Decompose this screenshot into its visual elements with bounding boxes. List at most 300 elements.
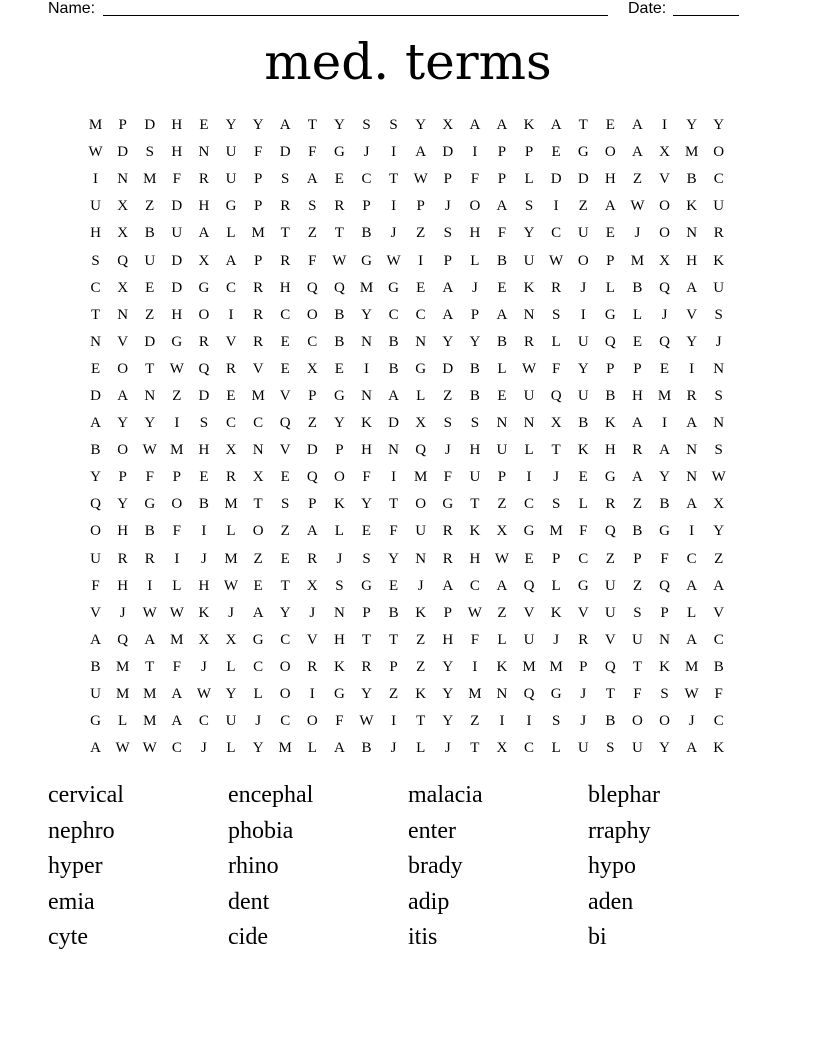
grid-letter: M [468, 686, 482, 703]
grid-letter: B [90, 658, 101, 675]
grid-letter: X [415, 415, 427, 432]
grid-letter: I [93, 171, 99, 188]
grid-letter: X [225, 442, 237, 459]
grid-letter: G [144, 496, 156, 513]
grid-letter: A [90, 740, 101, 757]
grid-letter: F [714, 686, 723, 703]
grid-letter: P [172, 469, 181, 486]
grid-letter: S [281, 171, 290, 188]
grid-letter: C [280, 713, 291, 730]
grid-letter: U [577, 740, 589, 757]
grid-letter: B [713, 658, 724, 675]
grid-letter: G [604, 306, 616, 323]
grid-letter: C [361, 171, 372, 188]
grid-letter: J [634, 225, 641, 242]
grid-letter: W [169, 604, 184, 621]
grid-letter: R [307, 658, 318, 675]
grid-letter: H [333, 631, 345, 648]
grid-letter: G [198, 279, 210, 296]
grid-letter: R [226, 469, 237, 486]
grid-letter: L [497, 631, 507, 648]
name-label: Name: [48, 0, 96, 17]
grid-letter: C [253, 415, 264, 432]
grid-letter: S [524, 198, 534, 215]
grid-letter: X [117, 225, 129, 242]
grid-letter: A [198, 225, 210, 242]
grid-letter: P [308, 387, 317, 404]
grid-letter: Q [604, 523, 616, 540]
grid-letter: Q [604, 333, 616, 350]
grid-letter: X [550, 415, 562, 432]
grid-letter: R [578, 631, 589, 648]
grid-letter: N [523, 415, 535, 432]
grid-letter: X [252, 469, 264, 486]
grid-letter: B [90, 442, 101, 459]
grid-letter: I [499, 713, 505, 730]
grid-letter: I [418, 252, 424, 269]
grid-letter: E [388, 577, 399, 594]
grid-letter: G [225, 198, 237, 215]
grid-letter: D [388, 415, 399, 432]
word-list-item: itis [408, 924, 438, 950]
grid-letter: G [361, 577, 372, 594]
grid-letter: Q [523, 577, 535, 594]
grid-letter: O [713, 144, 725, 161]
grid-letter: Z [145, 198, 155, 215]
grid-letter: Y [361, 496, 372, 513]
grid-letter: E [334, 360, 344, 377]
grid-letter: L [578, 496, 588, 513]
grid-letter: Y [279, 604, 291, 621]
grid-letter: P [497, 171, 507, 188]
grid-letter: X [225, 631, 237, 648]
grid-letter: P [633, 360, 642, 377]
grid-letter: Z [470, 713, 480, 730]
grid-letter: I [309, 686, 315, 703]
grid-letter: Z [632, 577, 642, 594]
grid-letter: I [391, 713, 397, 730]
grid-letter: Y [659, 740, 670, 757]
grid-letter: F [497, 225, 507, 242]
grid-letter: G [388, 279, 399, 296]
grid-letter: B [361, 225, 372, 242]
grid-letter: Z [416, 225, 426, 242]
grid-letter: B [388, 333, 399, 350]
grid-letter: V [117, 333, 129, 350]
grid-letter: A [632, 415, 643, 432]
grid-letter: U [225, 713, 237, 730]
grid-letter: C [280, 631, 291, 648]
grid-letter: I [391, 144, 397, 161]
grid-letter: S [362, 117, 371, 134]
grid-letter: S [714, 306, 723, 323]
grid-letter: P [416, 198, 425, 215]
grid-letter: E [361, 523, 372, 540]
grid-letter: A [252, 604, 264, 621]
grid-letter: B [361, 740, 372, 757]
grid-letter: K [523, 279, 535, 296]
grid-letter: P [118, 117, 127, 134]
grid-letter: M [224, 550, 238, 567]
grid-letter: Y [442, 658, 454, 675]
grid-letter: F [660, 550, 669, 567]
grid-letter: B [388, 360, 399, 377]
grid-letter: J [444, 442, 451, 459]
grid-letter: C [469, 577, 480, 594]
grid-letter: T [361, 631, 372, 648]
grid-letter: P [335, 442, 344, 459]
grid-letter: M [359, 279, 374, 296]
grid-letter: P [253, 252, 263, 269]
grid-letter: G [252, 631, 264, 648]
grid-letter: A [632, 117, 643, 134]
grid-letter: P [497, 144, 507, 161]
grid-letter: Y [442, 713, 454, 730]
grid-letter: H [632, 387, 643, 404]
grid-letter: G [550, 686, 562, 703]
grid-letter: B [469, 360, 480, 377]
word-list-item: nephro [48, 817, 115, 844]
grid-letter: J [255, 713, 262, 730]
grid-letter: P [389, 658, 398, 675]
grid-letter: D [171, 279, 183, 296]
grid-letter: M [522, 658, 536, 675]
grid-letter: E [578, 469, 588, 486]
grid-letter: W [115, 740, 130, 757]
grid-letter: I [228, 306, 234, 323]
grid-letter: R [198, 171, 209, 188]
grid-letter: Q [198, 360, 210, 377]
grid-letter: R [253, 333, 264, 350]
grid-letter: R [280, 198, 291, 215]
grid-letter: C [90, 279, 101, 296]
grid-letter: N [713, 360, 725, 377]
grid-letter: M [224, 496, 238, 513]
grid-letter: C [686, 550, 697, 567]
grid-letter: T [578, 117, 588, 134]
word-list-item: cyte [48, 924, 88, 950]
grid-letter: V [577, 604, 589, 621]
grid-letter: X [198, 631, 210, 648]
grid-letter: N [198, 144, 210, 161]
grid-letter: W [223, 577, 239, 594]
grid-letter: K [415, 604, 427, 621]
grid-letter: S [633, 604, 642, 621]
grid-letter: F [172, 523, 181, 540]
grid-letter: A [415, 144, 427, 161]
grid-letter: Z [307, 225, 317, 242]
grid-letter: E [632, 333, 642, 350]
grid-letter: H [469, 225, 481, 242]
grid-letter: O [632, 713, 643, 730]
grid-letter: P [660, 604, 669, 621]
word-list-item: hypo [588, 853, 636, 879]
grid-letter: Z [307, 415, 317, 432]
word-list-item: malacia [408, 782, 483, 808]
grid-letter: N [144, 387, 156, 404]
grid-letter: A [442, 279, 454, 296]
grid-letter: A [550, 117, 562, 134]
grid-letter: F [172, 658, 181, 675]
grid-letter: E [551, 144, 561, 161]
grid-letter: C [280, 306, 291, 323]
grid-letter: G [90, 713, 101, 730]
grid-letter: J [661, 306, 668, 323]
grid-letter: U [171, 225, 183, 242]
grid-letter: L [551, 740, 561, 757]
grid-letter: X [306, 360, 318, 377]
grid-letter: W [88, 144, 103, 161]
grid-letter: W [711, 469, 726, 486]
grid-letter: T [605, 686, 615, 703]
grid-letter: O [659, 713, 670, 730]
grid-letter: I [526, 713, 532, 730]
grid-letter: J [390, 740, 397, 757]
grid-letter: V [90, 604, 101, 621]
grid-letter: C [524, 740, 535, 757]
grid-letter: V [252, 360, 264, 377]
grid-letter: O [604, 144, 616, 161]
grid-letter: K [198, 604, 210, 621]
grid-letter: H [198, 198, 210, 215]
grid-letter: Y [686, 333, 698, 350]
grid-letter: F [443, 469, 452, 486]
grid-letter: O [117, 442, 129, 459]
grid-letter: B [334, 306, 345, 323]
grid-letter: I [363, 360, 369, 377]
grid-letter: U [90, 686, 101, 703]
grid-letter: E [199, 117, 209, 134]
grid-letter: A [90, 415, 101, 432]
grid-letter: R [361, 658, 372, 675]
grid-letter: F [579, 523, 588, 540]
grid-letter: Q [117, 252, 129, 269]
grid-letter: K [577, 442, 589, 459]
grid-letter: W [196, 686, 211, 703]
grid-letter: K [333, 496, 345, 513]
grid-letter: K [333, 658, 345, 675]
grid-letter: H [361, 442, 372, 459]
grid-letter: B [686, 171, 697, 188]
grid-letter: W [359, 713, 374, 730]
grid-letter: Y [90, 469, 101, 486]
grid-letter: O [90, 523, 101, 540]
grid-letter: A [632, 144, 643, 161]
grid-letter: M [630, 252, 645, 269]
grid-letter: I [391, 198, 397, 215]
grid-letter: G [577, 577, 589, 594]
grid-letter: W [684, 686, 699, 703]
grid-letter: U [90, 550, 101, 567]
grid-letter: R [632, 442, 643, 459]
grid-letter: N [415, 333, 427, 350]
grid-letter: A [442, 577, 454, 594]
grid-letter: S [145, 144, 154, 161]
grid-letter: A [306, 523, 318, 540]
grid-letter: Y [252, 117, 264, 134]
grid-letter: A [388, 387, 399, 404]
grid-letter: Z [253, 550, 263, 567]
grid-letter: R [713, 225, 724, 242]
grid-letter: Q [415, 442, 427, 459]
grid-letter: E [253, 577, 263, 594]
grid-letter: C [415, 306, 426, 323]
grid-letter: A [496, 306, 508, 323]
grid-letter: J [715, 333, 722, 350]
grid-letter: Y [686, 117, 698, 134]
grid-letter: P [551, 550, 561, 567]
grid-letter: D [279, 144, 291, 161]
grid-letter: L [551, 577, 561, 594]
grid-letter: S [470, 415, 480, 432]
grid-letter: O [415, 496, 427, 513]
date-blank-line [673, 15, 739, 16]
grid-letter: A [144, 631, 156, 648]
grid-letter: U [469, 469, 481, 486]
grid-letter: R [334, 198, 345, 215]
grid-letter: U [604, 604, 616, 621]
grid-letter: O [279, 658, 291, 675]
grid-letter: R [686, 387, 697, 404]
grid-letter: H [442, 631, 454, 648]
grid-letter: C [198, 713, 209, 730]
grid-letter: L [307, 740, 317, 757]
grid-letter: X [496, 523, 508, 540]
grid-letter: E [280, 469, 290, 486]
grid-letter: N [415, 550, 427, 567]
grid-letter: U [523, 631, 535, 648]
grid-letter: A [686, 631, 698, 648]
grid-letter: N [496, 686, 508, 703]
grid-letter: L [253, 686, 263, 703]
grid-letter: P [443, 171, 452, 188]
grid-letter: R [524, 333, 535, 350]
grid-letter: O [659, 198, 670, 215]
grid-letter: R [226, 360, 237, 377]
grid-letter: M [170, 442, 184, 459]
grid-letter: P [308, 496, 317, 513]
grid-letter: J [336, 550, 343, 567]
grid-letter: B [334, 333, 345, 350]
grid-letter: V [279, 442, 291, 459]
grid-letter: Y [442, 333, 454, 350]
grid-letter: U [496, 442, 508, 459]
grid-letter: D [171, 252, 183, 269]
grid-letter: K [686, 198, 698, 215]
grid-letter: L [605, 279, 615, 296]
grid-letter: L [226, 740, 236, 757]
grid-letter: M [88, 117, 103, 134]
grid-letter: F [145, 469, 154, 486]
grid-letter: J [201, 740, 207, 757]
grid-letter: Y [225, 686, 237, 703]
grid-letter: Q [659, 279, 670, 296]
grid-letter: E [226, 387, 236, 404]
grid-letter: E [605, 225, 615, 242]
grid-letter: Z [416, 631, 426, 648]
grid-letter: X [496, 740, 508, 757]
grid-letter: A [279, 117, 291, 134]
grid-letter: Q [659, 333, 670, 350]
grid-letter: I [201, 523, 207, 540]
grid-letter: N [686, 225, 698, 242]
grid-letter: G [659, 523, 670, 540]
word-list-item: cervical [48, 782, 124, 808]
grid-letter: F [362, 469, 371, 486]
grid-letter: H [117, 577, 129, 594]
grid-letter: C [226, 415, 237, 432]
grid-letter: S [606, 740, 615, 757]
grid-letter: K [496, 658, 508, 675]
word-list-item: rraphy [588, 817, 651, 844]
grid-letter: I [662, 117, 668, 134]
grid-letter: U [632, 740, 643, 757]
word-list-item: brady [408, 853, 463, 879]
grid-letter: S [362, 550, 371, 567]
grid-letter: G [361, 252, 372, 269]
grid-letter: W [142, 604, 157, 621]
grid-letter: H [469, 550, 481, 567]
grid-letter: R [442, 523, 453, 540]
grid-letter: C [713, 631, 724, 648]
grid-letter: Y [225, 117, 237, 134]
grid-letter: X [117, 198, 129, 215]
grid-letter: H [604, 442, 616, 459]
word-list-item: emia [48, 888, 95, 915]
grid-letter: R [144, 550, 155, 567]
grid-letter: B [388, 604, 399, 621]
grid-letter: K [713, 252, 725, 269]
grid-letter: L [524, 171, 534, 188]
grid-letter: B [496, 333, 507, 350]
grid-letter: A [632, 469, 643, 486]
grid-letter: M [251, 225, 265, 242]
grid-letter: A [442, 306, 454, 323]
grid-letter: B [469, 387, 480, 404]
grid-letter: D [117, 144, 129, 161]
grid-letter: A [225, 252, 237, 269]
grid-letter: Q [523, 686, 535, 703]
grid-letter: P [362, 198, 371, 215]
grid-letter: Y [252, 740, 264, 757]
grid-letter: I [174, 550, 180, 567]
grid-letter: P [118, 469, 127, 486]
grid-letter: Z [443, 387, 453, 404]
grid-letter: U [713, 279, 725, 296]
grid-letter: Z [497, 496, 507, 513]
grid-letter: V [523, 604, 535, 621]
grid-letter: L [118, 713, 128, 730]
grid-letter: V [604, 631, 616, 648]
grid-letter: P [362, 604, 371, 621]
grid-letter: I [662, 415, 668, 432]
grid-letter: W [142, 740, 157, 757]
grid-letter: Y [713, 117, 725, 134]
grid-letter: D [577, 171, 589, 188]
grid-letter: T [551, 442, 561, 459]
grid-letter: C [226, 279, 237, 296]
grid-letter: N [361, 333, 372, 350]
grid-letter: L [497, 360, 507, 377]
grid-letter: M [414, 469, 428, 486]
grid-letter: H [198, 442, 210, 459]
grid-letter: L [470, 252, 480, 269]
grid-letter: H [171, 117, 183, 134]
grid-letter: J [119, 604, 126, 621]
grid-letter: F [172, 171, 181, 188]
grid-letter: C [713, 713, 724, 730]
grid-letter: Y [117, 496, 129, 513]
